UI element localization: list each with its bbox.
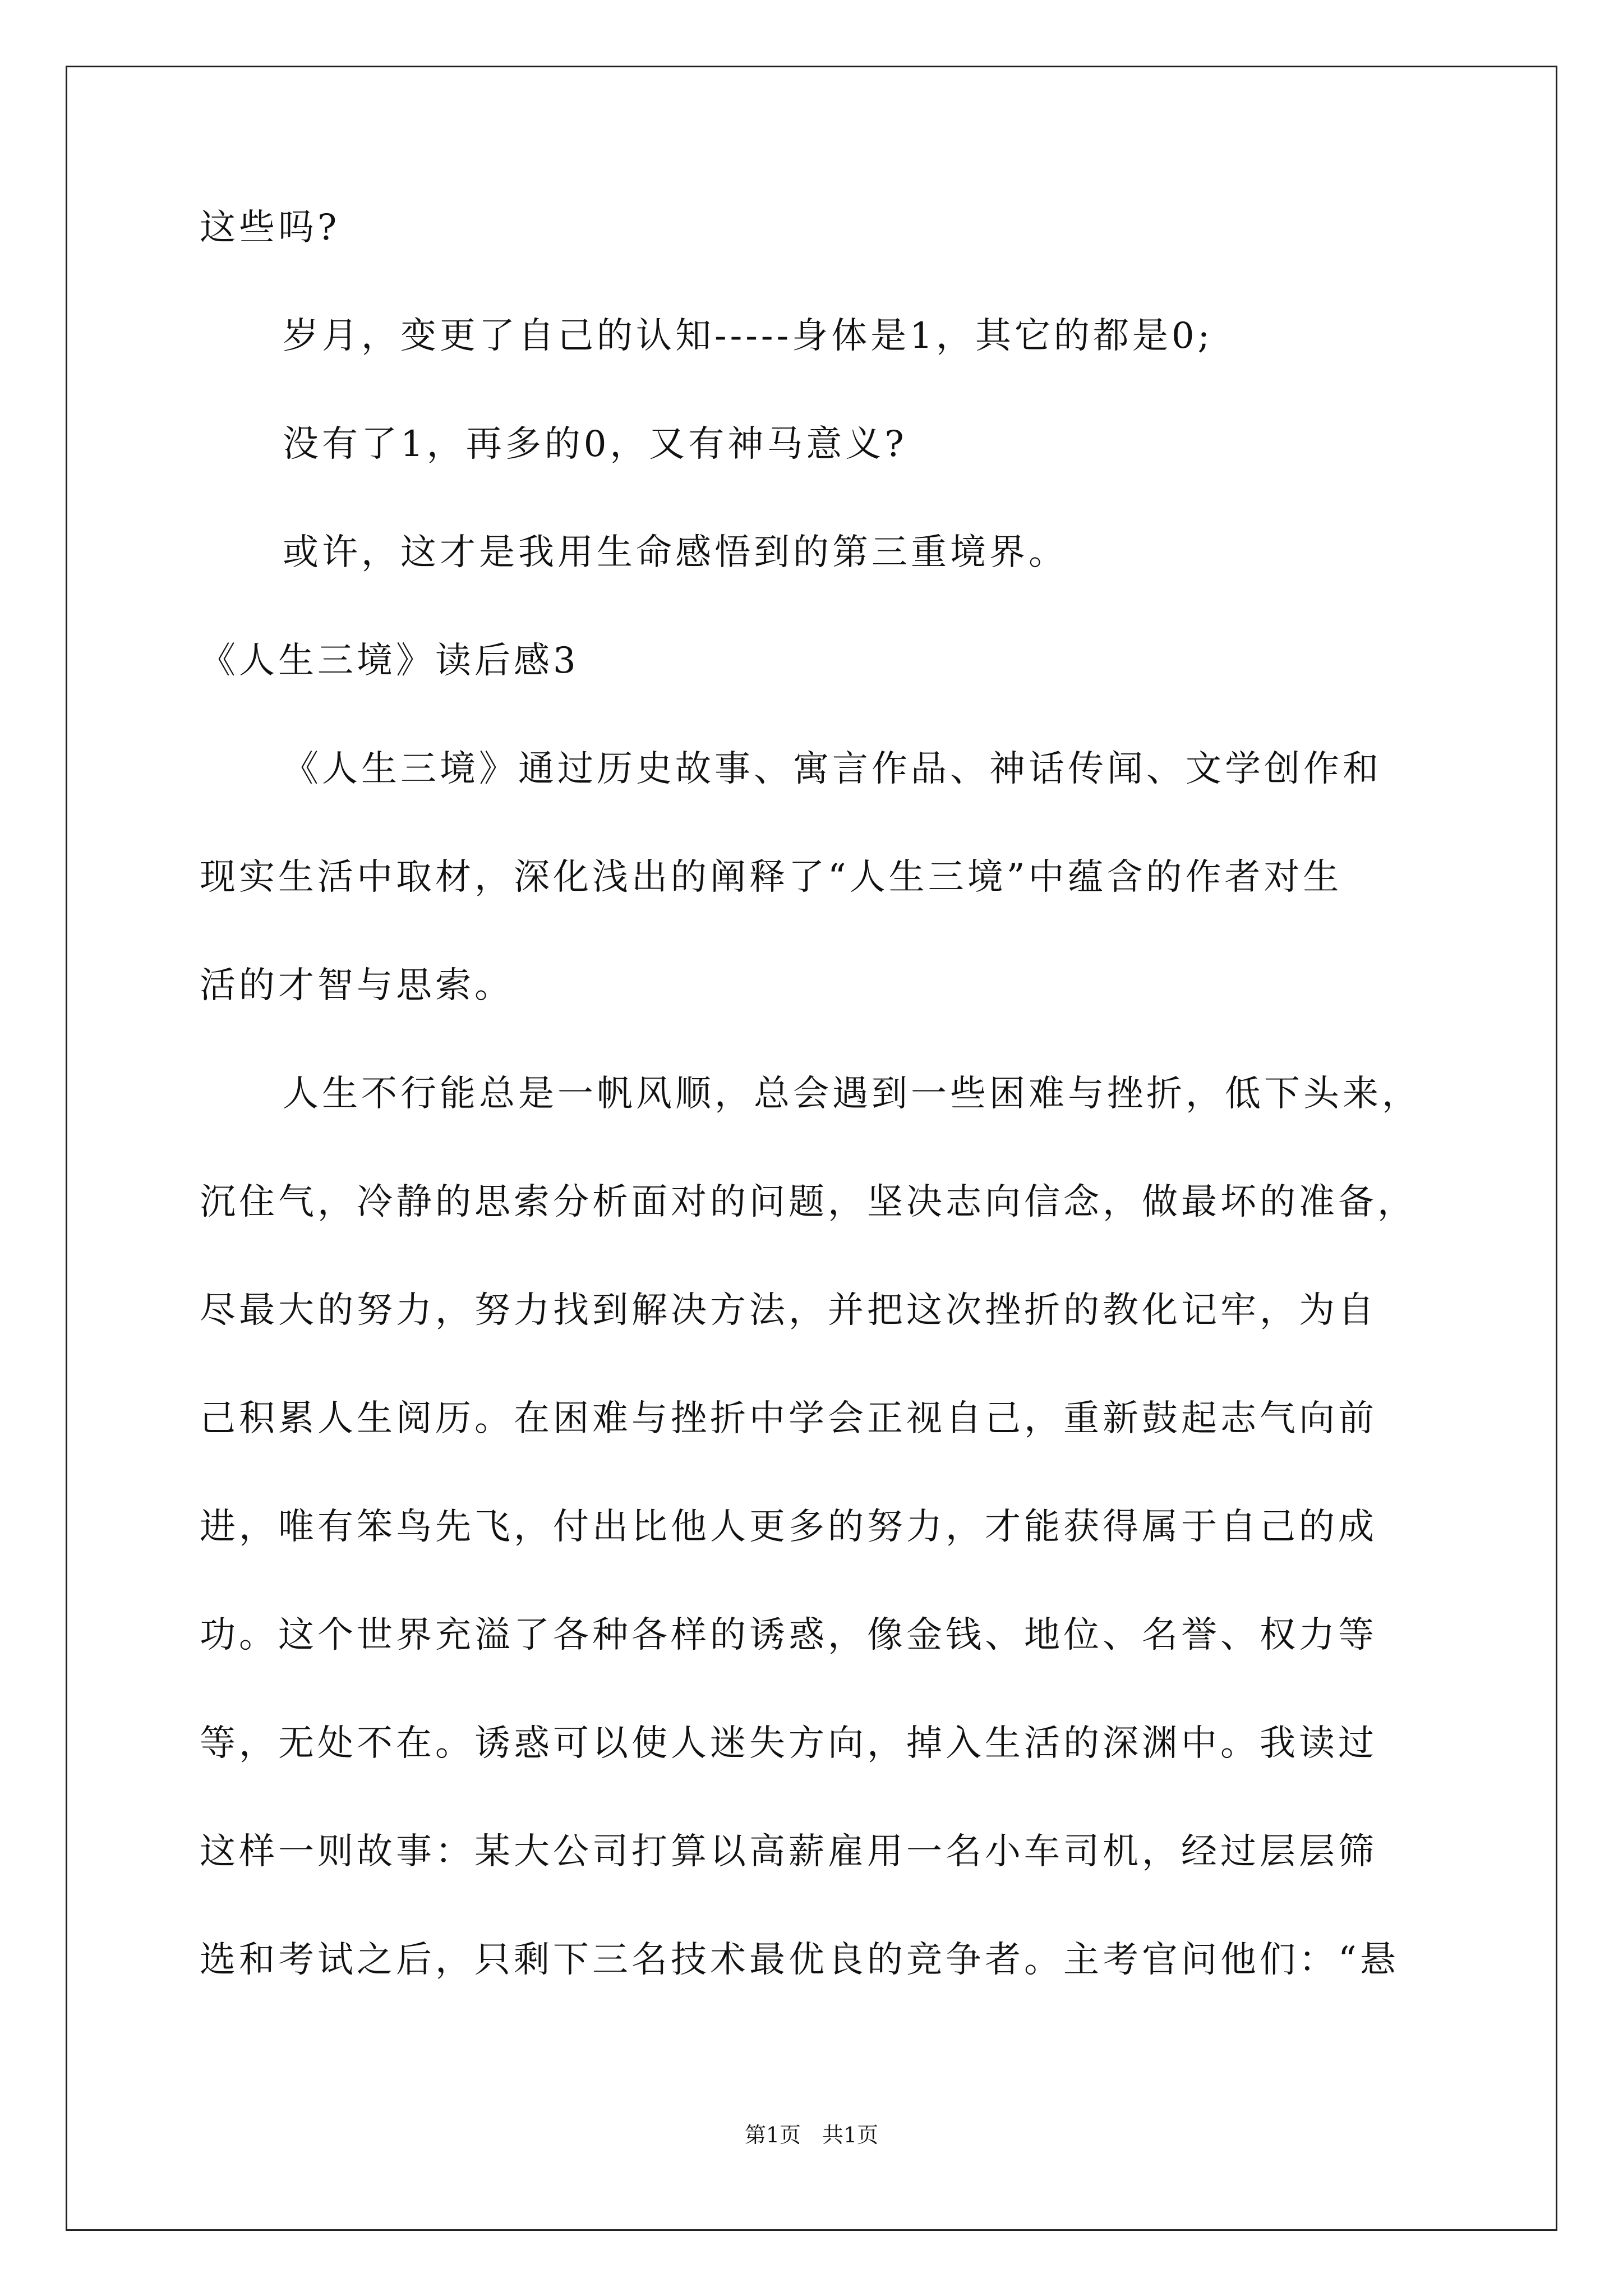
text-line: 己积累人生阅历。在困难与挫折中学会正视自己，重新鼓起志气向前: [200, 1398, 1377, 1439]
text-line: 这些吗?: [200, 207, 340, 249]
text-line: 人生不行能总是一帆风顺，总会遇到一些困难与挫折，低下头来，: [283, 1073, 1421, 1115]
page-footer: 第1页 共1页: [744, 2123, 879, 2147]
text-line: 尽最大的努力，努力找到解决方法，并把这次挫折的教化记牢，为自: [200, 1290, 1377, 1331]
page-border: [66, 66, 1557, 2231]
text-line: 等，无处不在。诱惑可以使人迷失方向，掉入生活的深渊中。我读过: [200, 1723, 1377, 1764]
text-line: 这样一则故事：某大公司打算以高薪雇用一名小车司机，经过层层筛: [200, 1831, 1377, 1872]
text-line: 现实生活中取材，深化浅出的阐释了“人生三境”中蕴含的作者对生: [200, 857, 1343, 898]
text-line: 沉住气，冷静的思索分析面对的问题，坚决志向信念，做最坏的准备，: [200, 1181, 1417, 1223]
text-line: 选和考试之后，只剩下三名技术最优良的竞争者。主考官问他们：“悬: [200, 1939, 1399, 1981]
text-line: 没有了1，再多的0，又有神马意义?: [283, 424, 907, 465]
text-line: 进，唯有笨鸟先飞，付出比他人更多的努力，才能获得属于自己的成: [200, 1506, 1377, 1548]
text-line: 岁月，变更了自己的认知-----身体是1，其它的都是0;: [283, 315, 1214, 357]
text-line: 活的才智与思索。: [200, 965, 514, 1006]
text-line: 功。这个世界充溢了各种各样的诱惑，像金钱、地位、名誉、权力等: [200, 1614, 1377, 1656]
text-line: 《人生三境》通过历史故事、寓言作品、神话传闻、文学创作和: [283, 748, 1382, 790]
text-line: 或许，这才是我用生命感悟到的第三重境界。: [283, 532, 1068, 573]
section-heading: 《人生三境》读后感3: [200, 640, 579, 682]
